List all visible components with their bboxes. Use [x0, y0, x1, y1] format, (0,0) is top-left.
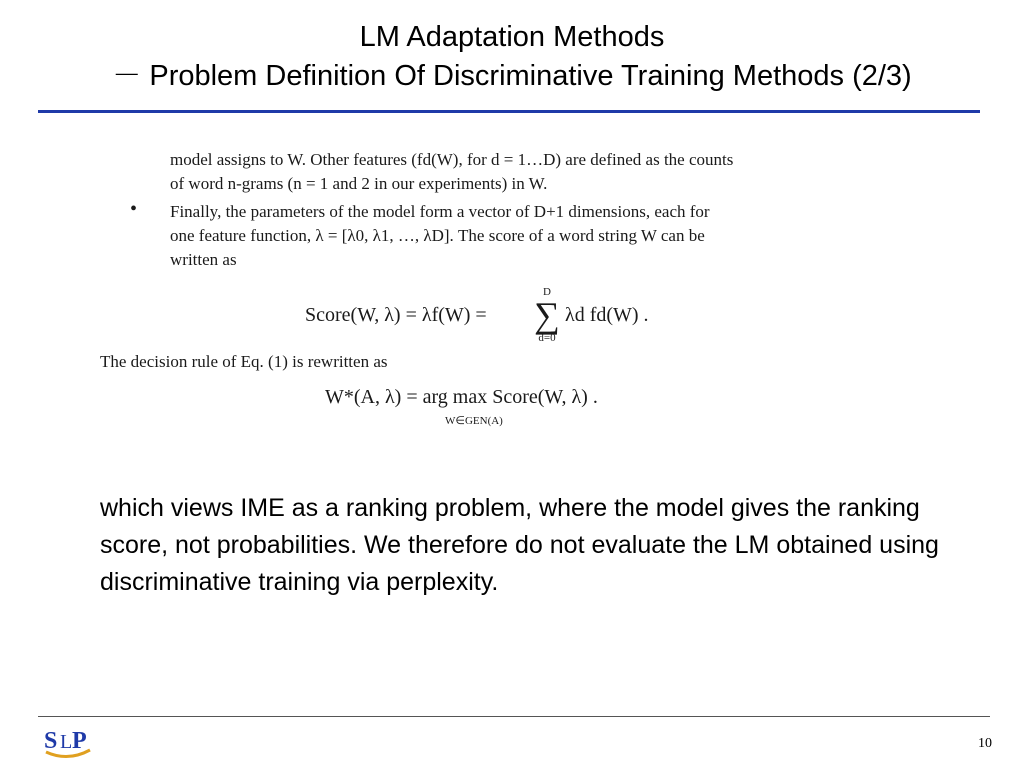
score-equation — [305, 304, 487, 327]
excerpt-line-2: of word n-grams (n = 1 and 2 in our experiments) in W. — [170, 174, 548, 193]
sum-lower-limit: d=0 — [538, 332, 556, 344]
score-equation-rhs: λd fd(W) . — [565, 304, 649, 326]
argmax-subscript: W∈GEN(A) — [445, 415, 503, 427]
footer-rule — [38, 716, 990, 717]
slide-title — [40, 18, 984, 96]
excerpt-line-5: written as — [170, 250, 237, 269]
svg-text:L: L — [60, 731, 73, 753]
score-equation-lhs: Score(W, λ) = λf(W) = — [305, 304, 487, 326]
summation-symbol: D ∑ d=0 — [532, 286, 562, 344]
excerpt-line-1: model assigns to W. Other features (fd(W), for d = 1…D) are defined as the counts — [170, 150, 734, 169]
slp-logo-icon — [42, 722, 94, 760]
excerpt-line-4: one feature function, λ = [λ0, λ1, …, λD]. The score of a word string W can be — [170, 226, 705, 245]
title-underline — [38, 110, 980, 113]
excerpt-line-3: Finally, the parameters of the model form a vector of D+1 dimensions, each for — [170, 202, 710, 221]
body-paragraph: which views IME as a ranking problem, where the model gives the ranking score, not probabilities. We therefore do not evaluate the LM obtained using discriminative training via perplexity. — [100, 494, 939, 596]
bullet-icon: • — [130, 198, 138, 220]
page-number: 10 — [978, 736, 992, 751]
svg-text:P: P — [72, 728, 87, 754]
svg-text:S: S — [44, 728, 58, 754]
title-line-1: LM Adaptation Methods — [359, 21, 665, 53]
decision-rule-equation: W*(A, λ) = arg max Score(W, λ) . — [325, 386, 598, 408]
title-line-2: － Problem Definition Of Discriminative Training Methods (2/3) — [112, 60, 912, 92]
sum-upper-limit: D — [543, 286, 551, 298]
excerpt-line-6: The decision rule of Eq. (1) is rewritten as — [100, 352, 388, 371]
paper-excerpt-image — [100, 146, 900, 446]
